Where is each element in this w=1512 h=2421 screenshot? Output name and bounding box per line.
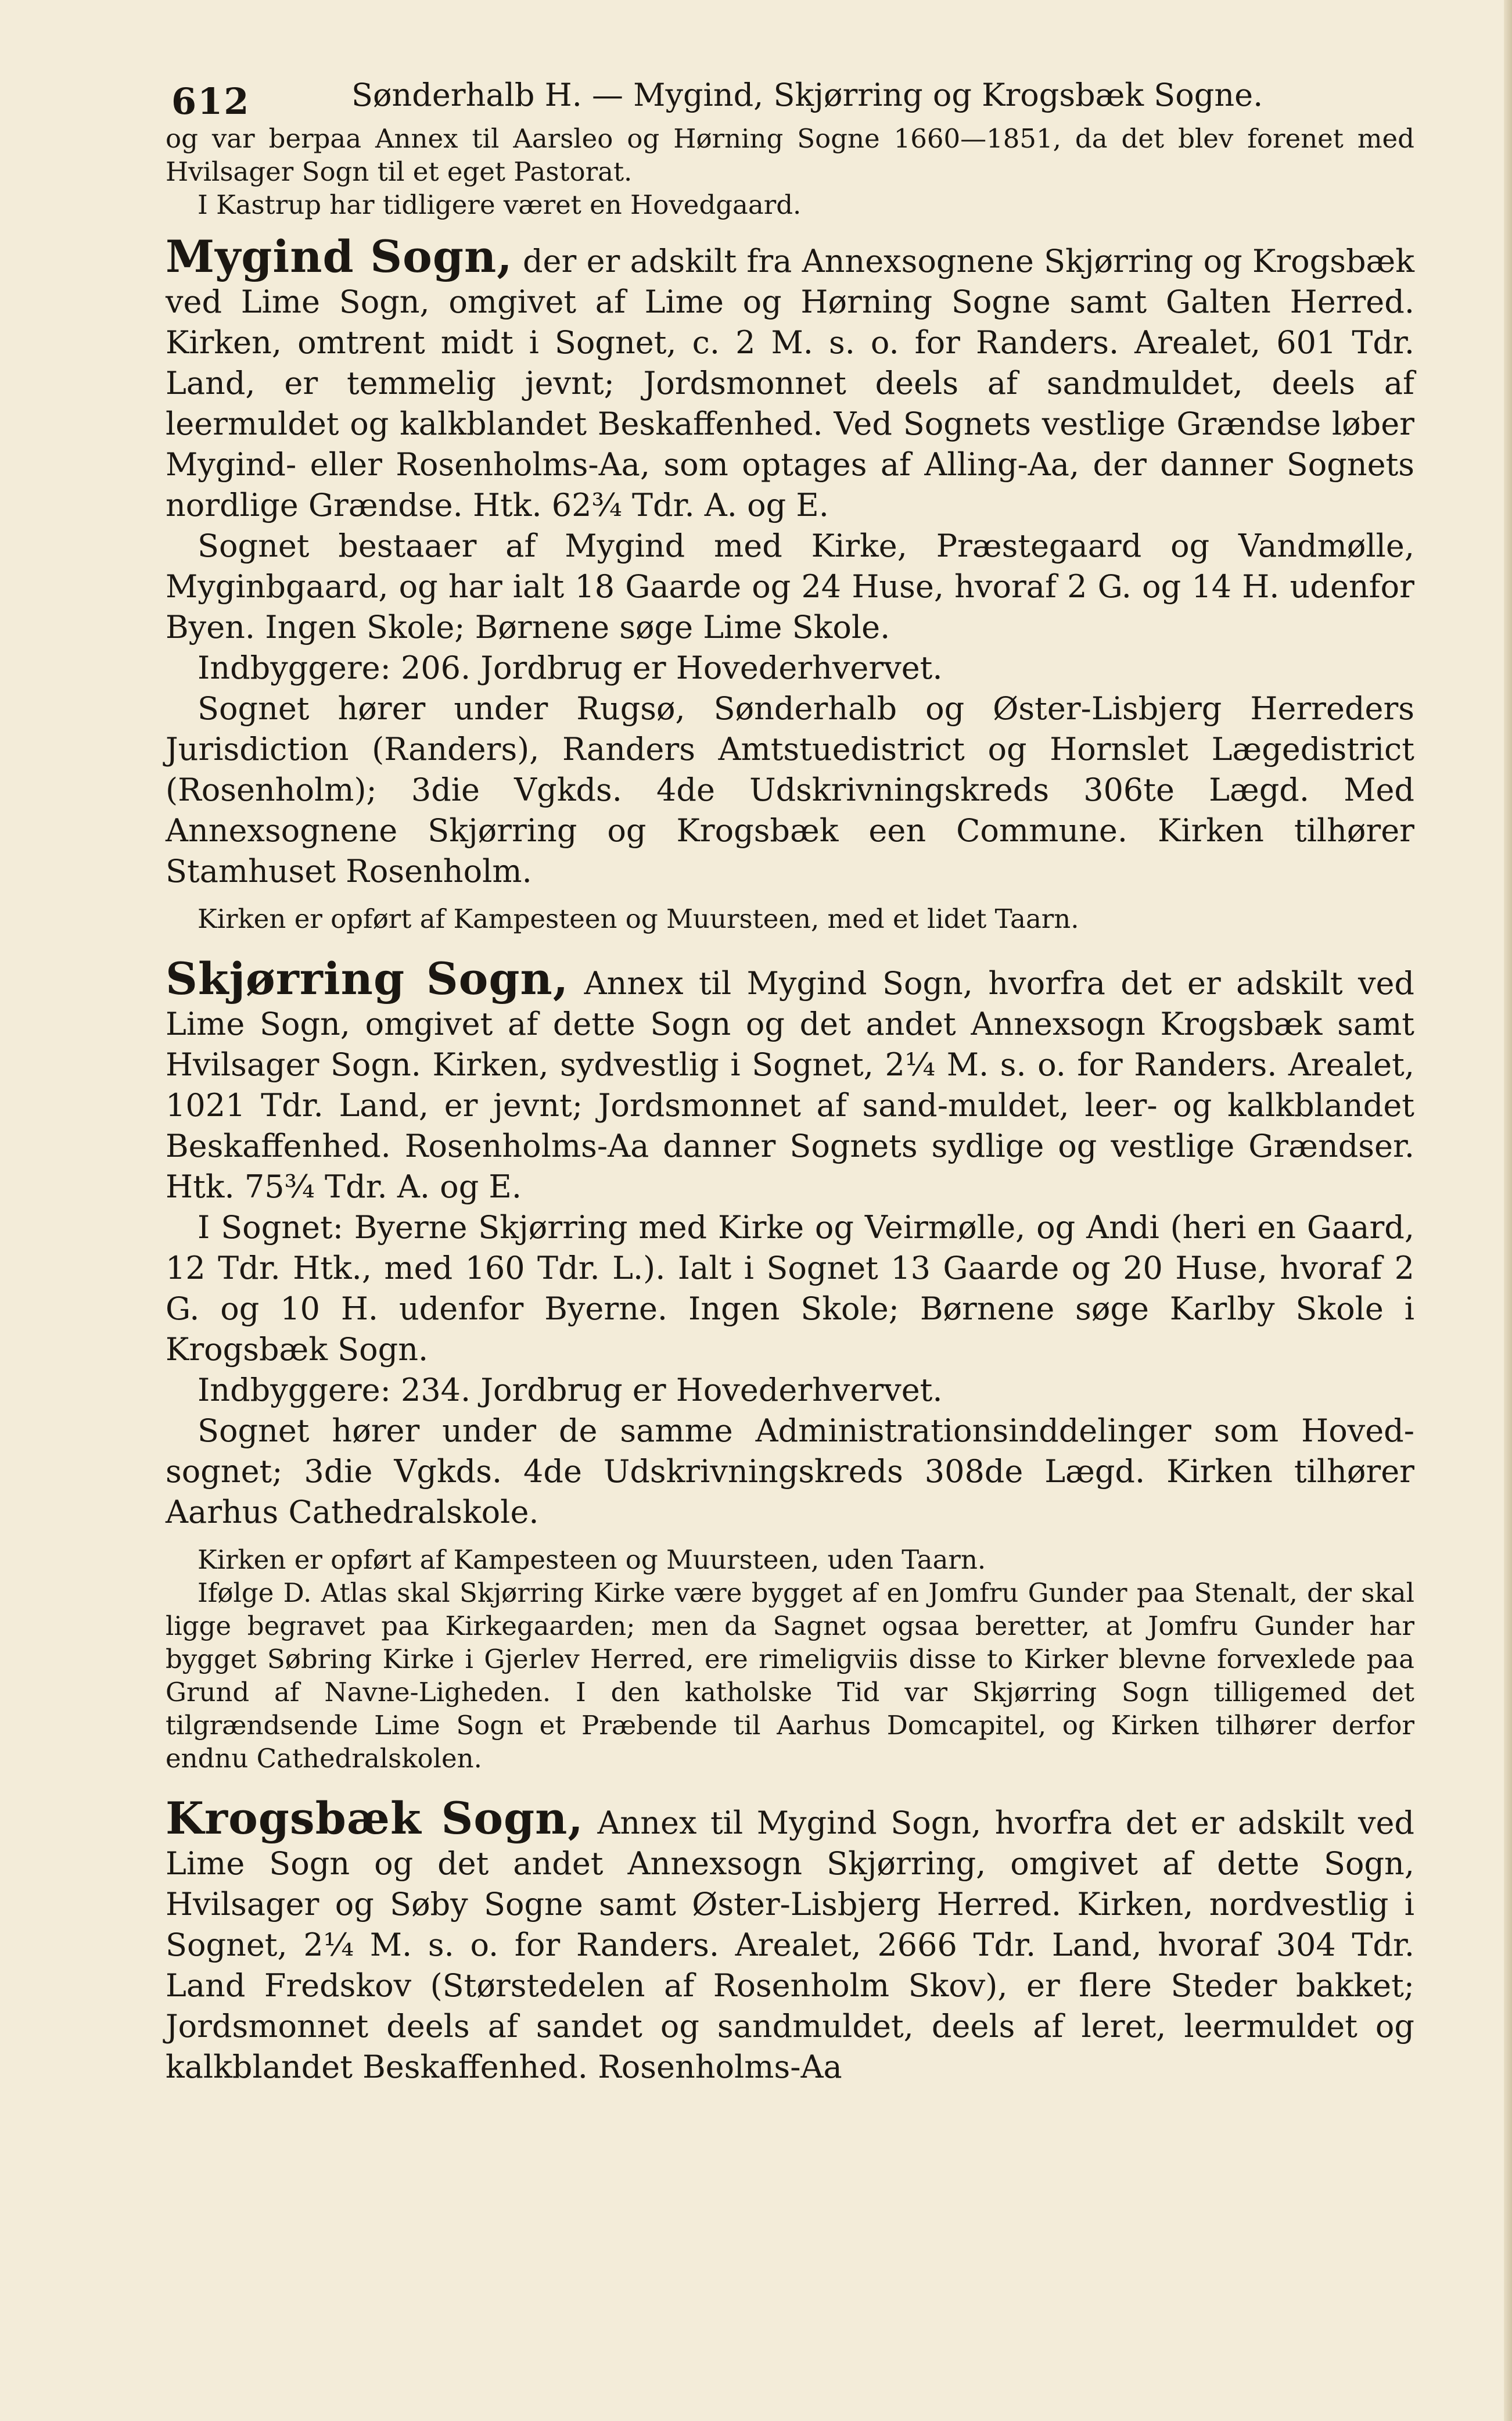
krogsbaek-paragraph-text: Annex til Mygind Sogn, hvorfra det er adskilt ved Lime Sogn og det andet Annexsogn Skjørring, omgivet af dette Sogn, Hvilsager og Søby Sogne samt Øster-Lisbjerg Herred. Kirken, nordvestlig i Sognet, 2¼ M. s. o. for Randers. Arealet, 2666 Tdr. Land, hvoraf 304 Tdr. Land Fredskov (Størstedelen af Rosenholm Skov), er flere Steder bakket; Jordsmonnet deels af sandet og sandmuldet, deels af leret, leermuldet og kalkblandet Beskaffenhed. Rosenholms-Aa <box>166 1805 1415 2085</box>
mygind-note: Kirken er opført af Kampesteen og Muursteen, med et lidet Taarn. <box>197 903 1079 934</box>
mygind-paragraph: Indbyggere: 206. Jordbrug er Hovederhvervet. <box>197 650 943 686</box>
book-spine-edge <box>1504 0 1512 2421</box>
mygind-section-heading: Mygind Sogn, <box>166 231 513 282</box>
skjorring-note: Ifølge D. Atlas skal Skjørring Kirke være bygget af en Jomfru Gunder paa Stenalt, der skal ligge begravet paa Kirkegaarden; men da Sagnet ogsaa beretter, at Jomfru Gunder har bygget Søbring Kirke i Gjerlev Herred, ere rimeligviis disse to Kirker blevne forvexlede paa Grund af Navne-Ligheden. I den katholske Tid var Skjørring Sogn tilligemed det tilgrændsende Lime Sogn et Præbende til Aarhus Domcapitel, og Kirken tilhører derfor endnu Cathedralskolen. <box>166 1577 1414 1774</box>
skjorring-paragraph: Sognet hører under de samme Administrationsinddelinger som Hoved-sognet; 3die Vgkds. 4de Udskrivningskreds 308de Lægd. Kirken tilhører Aarhus Cathedralskole. <box>166 1412 1414 1530</box>
skjorring-section-heading: Skjørring Sogn, <box>166 953 569 1005</box>
intro-paragraph: og var berpaa Annex til Aarsleo og Hørning Sogne 1660—1851, da det blev forenet med Hvilsager Sogn til et eget Pastorat. <box>166 123 1414 187</box>
skjorring-paragraph: I Sognet: Byerne Skjørring med Kirke og Veirmølle, og Andi (heri en Gaard, 12 Tdr. Htk., med 160 Tdr. L.). Ialt i Sognet 13 Gaarde og 20 Huse, hvoraf 2 G. og 10 H. udenfor Byerne. Ingen Skole; Børnene søge Karlby Skole i Krogsbæk Sogn. <box>166 1209 1414 1368</box>
skjorring-paragraph: Indbyggere: 234. Jordbrug er Hovederhvervet. <box>197 1372 943 1408</box>
skjorring-note: Kirken er opført af Kampesteen og Muursteen, uden Taarn. <box>197 1544 986 1575</box>
running-head: Sønderhalb H. — Mygind, Skjørring og Krogsbæk Sogne. <box>351 77 1263 113</box>
intro-paragraph: I Kastrup har tidligere været en Hovedgaard. <box>197 189 802 220</box>
mygind-paragraph: Sognet hører under Rugsø, Sønderhalb og Øster-Lisbjerg Herreders Jurisdiction (Randers), Randers Amtstuedistrict og Hornslet Lægedistrict (Rosenholm); 3die Vgkds. 4de Udskrivningskreds 306te Lægd. Med Annexsognene Skjørring og Krogsbæk een Commune. Kirken tilhører Stamhuset Rosenholm. <box>166 690 1414 890</box>
krogsbaek-section-heading: Krogsbæk Sogn, <box>166 1792 584 1844</box>
krogsbaek-section-paragraph <box>166 1792 1415 2088</box>
skjorring-section-paragraph <box>166 953 1414 1207</box>
page-number: 612 <box>171 80 250 123</box>
page-body <box>166 122 1414 2088</box>
page-header <box>166 0 1414 122</box>
mygind-section-paragraph <box>166 231 1414 526</box>
skjorring-paragraph-text: Annex til Mygind Sogn, hvorfra det er adskilt ved Lime Sogn, omgivet af dette Sogn og det andet Annexsogn Krogsbæk samt Hvilsager Sogn. Kirken, sydvestlig i Sognet, 2¼ M. s. o. for Randers. Arealet, 1021 Tdr. Land, er jevnt; Jordsmonnet af sand-muldet, leer- og kalkblandet Beskaffenhed. Rosenholms-Aa danner Sognets sydlige og vestlige Grændser. Htk. 75¾ Tdr. A. og E. <box>166 965 1414 1205</box>
mygind-paragraph-text: der er adskilt fra Annexsognene Skjørring og Krogsbæk ved Lime Sogn, omgivet af Lime og Hørning Sogne samt Galten Herred. Kirken, omtrent midt i Sognet, c. 2 M. s. o. for Randers. Arealet, 601 Tdr. Land, er temmelig jevnt; Jordsmonnet deels af sandmuldet, deels af leermuldet og kalkblandet Beskaffenhed. Ved Sognets vestlige Grændse løber Mygind- eller Rosenholms-Aa, som optages af Alling-Aa, der danner Sognets nordlige Grændse. Htk. 62¾ Tdr. A. og E. <box>166 243 1414 523</box>
book-page <box>166 0 1414 2088</box>
mygind-paragraph: Sognet bestaaer af Mygind med Kirke, Præstegaard og Vandmølle, Myginbgaard, og har ialt 18 Gaarde og 24 Huse, hvoraf 2 G. og 14 H. udenfor Byen. Ingen Skole; Børnene søge Lime Skole. <box>166 528 1414 645</box>
